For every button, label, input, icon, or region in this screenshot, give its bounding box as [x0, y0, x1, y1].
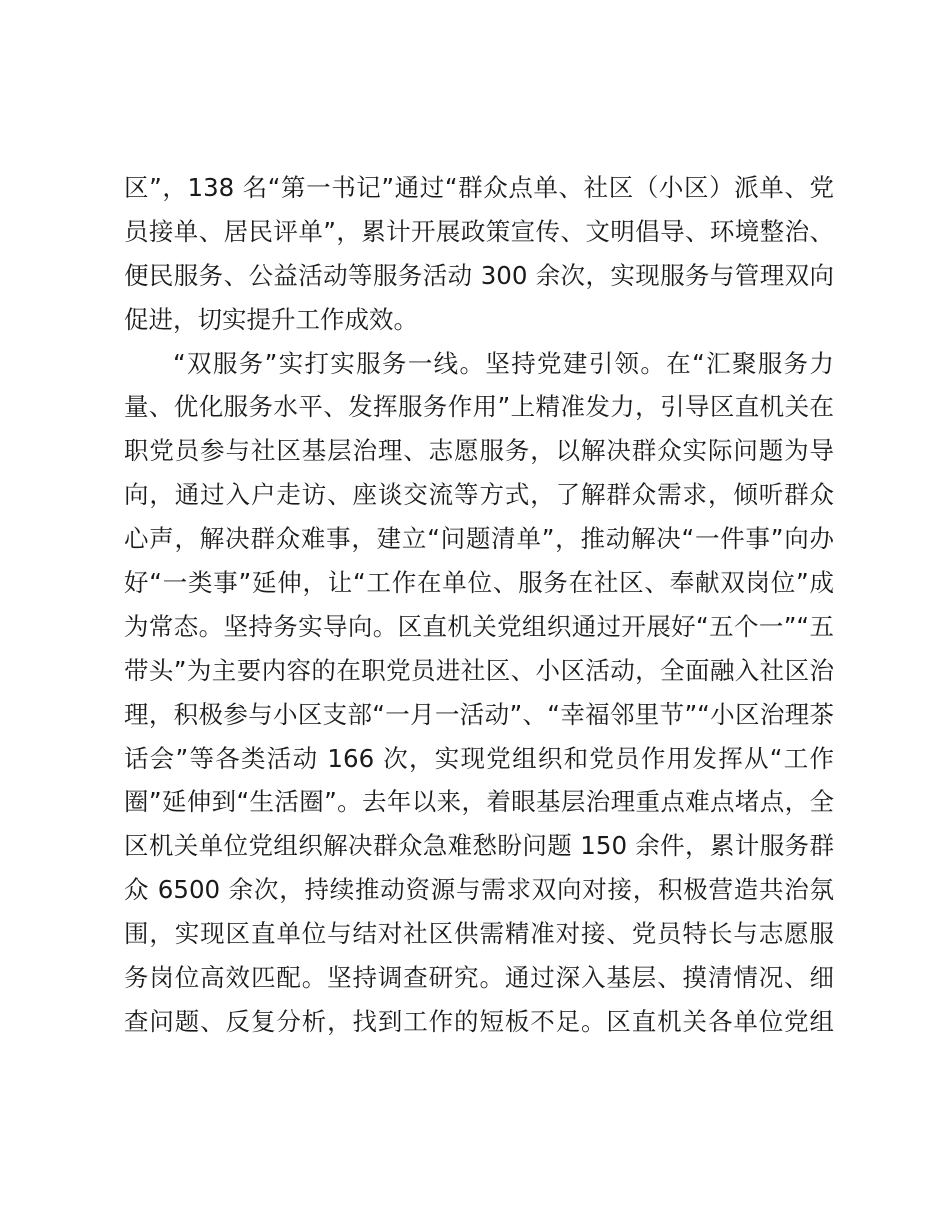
text-line: 向，通过入户走访、座谈交流等方式，了解群众需求，倾听群众 — [124, 480, 834, 510]
text-line: 促进，切实提升工作成效。 — [124, 304, 418, 334]
text-line: 围，实现区直单位与结对社区供需精准对接、党员特长与志愿服 — [124, 919, 834, 949]
text-line: 量、优化服务水平、发挥服务作用”上精准发力，引导区直机关在 — [124, 392, 834, 422]
text-line: 便民服务、公益活动等服务活动 300 余次，实现服务与管理双向 — [124, 260, 834, 290]
text-line: 务岗位高效匹配。坚持调查研究。通过深入基层、摸清情况、细 — [124, 963, 834, 993]
text-line: 查问题、反复分析，找到工作的短板不足。区直机关各单位党组 — [124, 1006, 834, 1036]
text-line: 众 6500 余次，持续推动资源与需求双向对接，积极营造共治氛 — [124, 875, 834, 905]
text-line: 区机关单位党组织解决群众急难愁盼问题 150 余件，累计服务群 — [124, 831, 834, 861]
text-line: 心声，解决群众难事，建立“问题清单”，推动解决“一件事”向办 — [124, 524, 834, 554]
text-line: 带头”为主要内容的在职党员进社区、小区活动，全面融入社区治 — [124, 655, 834, 685]
body-text — [124, 166, 834, 1044]
text-line: 为常态。坚持务实导向。区直机关党组织通过开展好“五个一”“五 — [124, 611, 834, 641]
text-line: 好“一类事”延伸，让“工作在单位、服务在社区、奉献双岗位”成 — [124, 568, 834, 598]
text-line: 话会”等各类活动 166 次，实现党组织和党员作用发挥从“工作 — [124, 743, 834, 773]
text-line: 区”，138 名“第一书记”通过“群众点单、社区（小区）派单、党 — [124, 173, 834, 202]
text-line: 员接单、居民评单”，累计开展政策宣传、文明倡导、环境整治、 — [124, 216, 834, 246]
text-line: 理，积极参与小区支部“一月一活动”、“幸福邻里节”“小区治理茶 — [124, 699, 834, 729]
text-line: 圈”延伸到“生活圈”。去年以来，着眼基层治理重点难点堵点，全 — [124, 787, 834, 817]
paragraph-first-line: “双服务”实打实服务一线。坚持党建引领。在“汇聚服务力 — [173, 348, 834, 378]
text-line: 职党员参与社区基层治理、志愿服务，以解决群众实际问题为导 — [124, 436, 834, 466]
